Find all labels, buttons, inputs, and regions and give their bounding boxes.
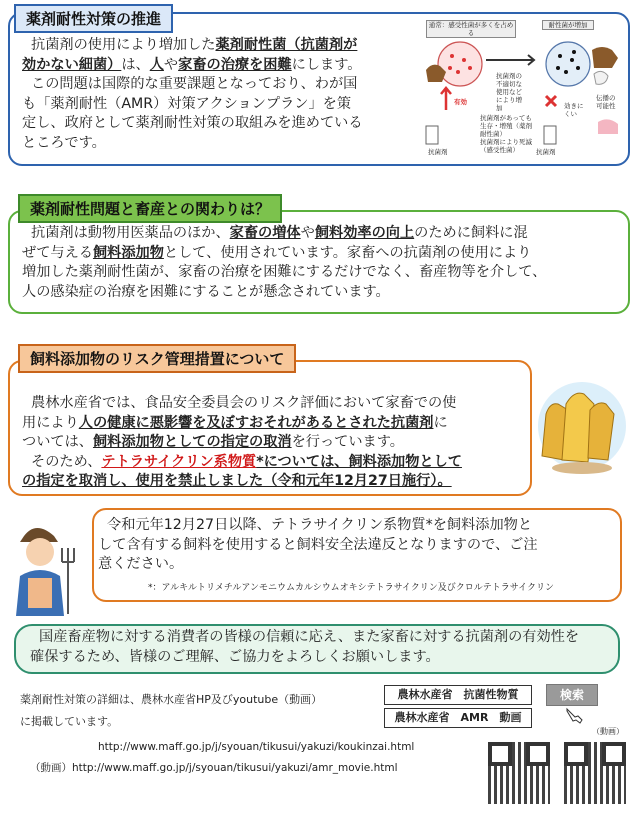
t: として、使用されています。家畜への抗菌剤の使用により (163, 244, 532, 261)
t: この問題は国際的な重要課題となっており、わが国 (31, 76, 358, 92)
url-video (30, 760, 398, 775)
qr-code-amr-video[interactable] (564, 742, 626, 804)
t: も「薬剤耐性（AMR）対策アクションプラン」を策 (22, 95, 352, 112)
t: 飼料添加物としての指定の取消 (92, 434, 292, 450)
t: 飼料添加物 (92, 244, 164, 261)
qr-code-koukinzai[interactable] (488, 742, 550, 804)
diagram-top-left-label: 通常：感受性菌が多くを占める (426, 20, 516, 38)
t: ところです。 (22, 134, 106, 151)
t: の指定を取消し、使用を禁止しました（令和元年12月27日施行）。 (22, 473, 452, 489)
diagram-legend-2: 抗菌剤により死滅（感受性菌） (480, 138, 532, 154)
bacteria-dish-left (438, 42, 482, 86)
t: ぜて与える (22, 244, 93, 261)
t: や (300, 225, 315, 241)
t: 農林水産省では、食品安全委員会のリスク評価において家畜での使 (31, 395, 457, 411)
t: は、 (121, 56, 150, 73)
t: 増加した薬剤耐性菌が、家畜の治療を困難にするだけでなく、畜産物等を介して、 (22, 264, 547, 280)
diagram-drug-left: 抗菌剤 (428, 148, 448, 156)
footnote: *：アルキルトリメチルアンモニウムカルシウムオキシテトラサイクリン及びクロルテトラサイクリン (148, 583, 554, 593)
search-box-amr-video[interactable]: 農林水産省 AMR 動画 (384, 708, 532, 728)
diagram-effective-label: 有効 (454, 98, 467, 106)
amr-diagram (424, 20, 622, 158)
feed-bags-illustration (536, 374, 628, 478)
t: 薬剤耐性菌（抗菌剤が (215, 37, 358, 53)
t: 人の感染症の治療を困難にすることが懸念されています。 (22, 283, 390, 300)
drug-bottle-right-icon (544, 126, 556, 144)
t: 効かない細菌） (22, 56, 122, 73)
t: 抗菌剤の使用により増加した (31, 37, 216, 53)
t: テトラサイクリン系物質 (101, 453, 257, 470)
section-request-text (30, 628, 614, 667)
section-livestock-relation-title: 薬剤耐性問題と畜産との関わりは？ (18, 194, 282, 223)
t: 飼料効率の向上 (314, 225, 415, 241)
t: 意ください。 (98, 556, 184, 572)
url-amr-movie[interactable]: http://www.maff.go.jp/j/syouan/tikusui/yakuzi/amr_movie.html (72, 762, 398, 774)
search-box-antibacterial[interactable]: 農林水産省 抗菌性物質 (384, 685, 532, 705)
url-video-prefix: （動画） (30, 762, 72, 774)
url-koukinzai[interactable]: http://www.maff.go.jp/j/syouan/tikusui/yakuzi/koukinzai.html (98, 741, 415, 753)
t: 国産畜産物に対する消費者の皆様の信頼に応え、また家畜に対する抗菌剤の有効性を (39, 629, 580, 645)
diagram-drug-right: 抗菌剤 (536, 148, 556, 156)
t: を行っています。 (291, 434, 404, 450)
t: 確保するため、皆様のご理解、ご協力をよろしくお願いします。 (30, 648, 440, 665)
t: のために飼料に混 (414, 225, 528, 241)
section-notice-text (98, 516, 616, 575)
t: や (163, 56, 179, 73)
section-risk-management-text (22, 394, 532, 492)
arrow-up-icon (441, 88, 451, 110)
chicken-right-icon (594, 71, 608, 84)
footer-info-line2: に掲載しています。 (20, 715, 119, 728)
search-button[interactable]: 検索 (546, 684, 598, 706)
t: 令和元年12月27日以降、テトラサイクリン系物質*を飼料添加物と (107, 517, 533, 533)
diagram-hard-label: 効きにくい (564, 102, 584, 118)
t: 定し、政府として薬剤耐性対策の取組みを進めている (22, 115, 363, 131)
pointer-hand-icon (564, 706, 586, 724)
section-livestock-relation-text (22, 224, 622, 302)
bacteria-dish-right (546, 42, 590, 86)
t: そのため、 (31, 453, 102, 470)
diagram-legend-1: 抗菌剤があっても生存・増殖（薬剤耐性菌） (480, 114, 532, 138)
diagram-spread-label: 伝播の可能性 (596, 94, 616, 110)
cattle-right-icon (592, 47, 618, 68)
t: ついては、 (22, 434, 93, 450)
t: *については、飼料添加物として (256, 453, 462, 470)
section-risk-management-title: 飼料添加物のリスク管理措置について (18, 344, 296, 373)
video-label: （動画） (592, 727, 624, 736)
drug-bottle-left-icon (426, 126, 438, 144)
t: 抗菌剤は動物用医薬品のほか、 (31, 225, 230, 241)
t: に (433, 414, 448, 431)
t: して含有する飼料を使用すると飼料安全法違反となりますので、ご注 (98, 536, 538, 553)
cross-icon (546, 96, 556, 106)
section-amr-promotion-title: 薬剤耐性対策の推進 (14, 4, 173, 33)
t: 人の健康に悪影響を及ぼすおそれがあるとされた抗菌剤 (78, 414, 434, 431)
section-amr-promotion-text (22, 36, 417, 153)
farmer-illustration (6, 518, 88, 618)
footer-info-line1: 薬剤耐性対策の詳細は、農林水産省HP及びyoutube（動画） (20, 693, 323, 706)
t: 用により (22, 414, 79, 431)
pig-right-icon (598, 119, 618, 134)
arrow-center-icon (486, 55, 534, 65)
diagram-top-right-label: 耐性菌が増加 (542, 20, 594, 30)
diagram-center-label: 抗菌剤の不適切な使用などにより増加 (496, 72, 522, 112)
t: にします。 (291, 56, 362, 73)
t: 家畜の治療を困難 (178, 56, 292, 73)
t: 家畜の増体 (229, 225, 301, 241)
t: 人 (149, 56, 164, 73)
